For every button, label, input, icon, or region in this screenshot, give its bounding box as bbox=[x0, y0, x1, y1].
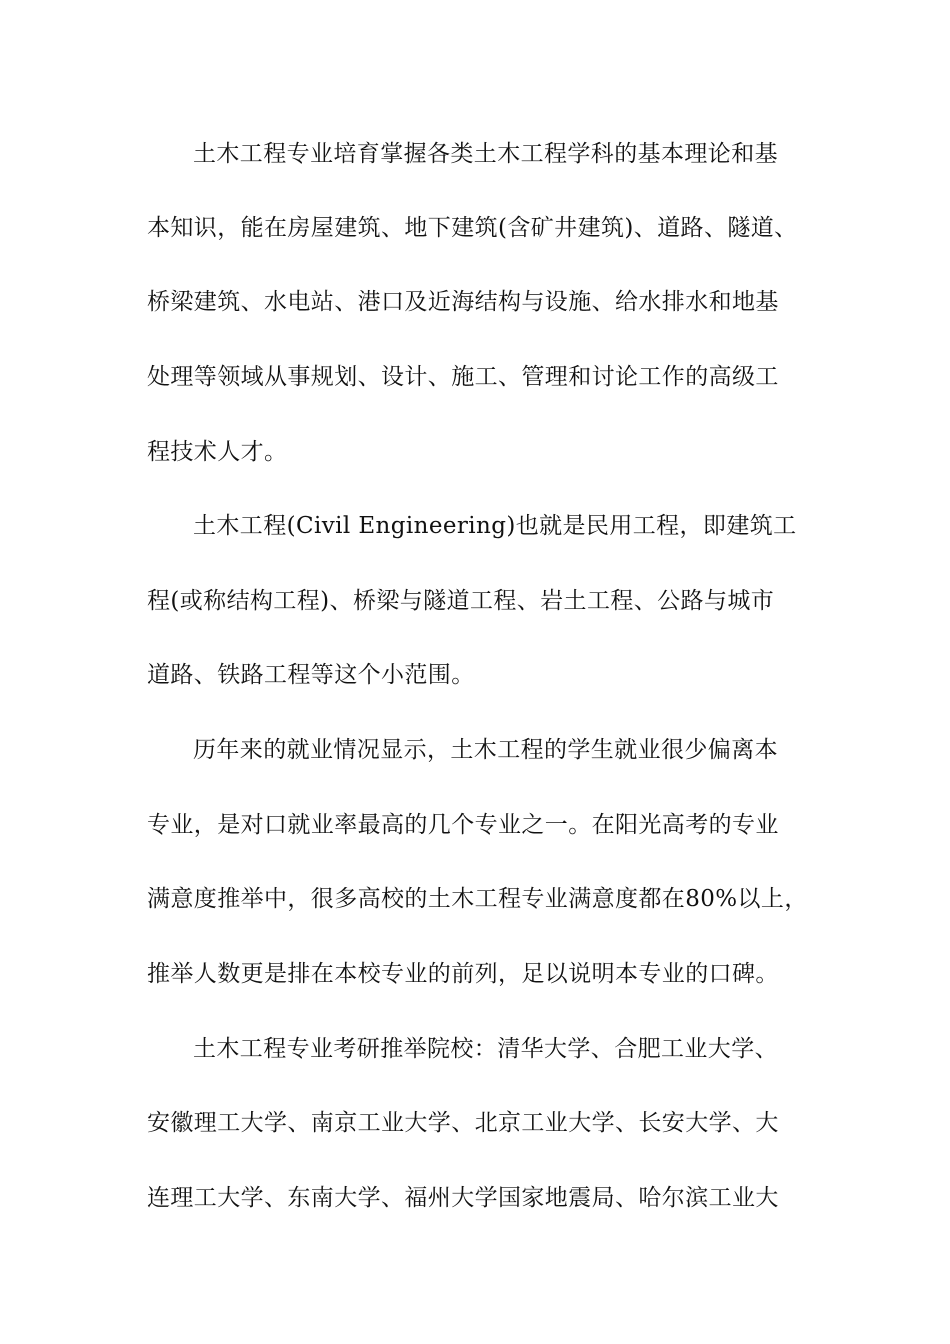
paragraph-3-line-1: 历年来的就业情况显示，土木工程的学生就业很少偏离本 bbox=[193, 737, 778, 763]
paragraph-1-line-3: 桥梁建筑、水电站、港口及近海结构与设施、给水排水和地基 bbox=[147, 289, 779, 315]
paragraph-1-line-5: 程技术人才。 bbox=[147, 439, 288, 465]
paragraph-3-line-2: 专业，是对口就业率最高的几个专业之一。在阳光高考的专业 bbox=[147, 812, 779, 838]
paragraph-1-line-4: 处理等领域从事规划、设计、施工、管理和讨论工作的高级工 bbox=[147, 364, 779, 390]
paragraph-4-line-2: 安徽理工大学、南京工业大学、北京工业大学、长安大学、大 bbox=[147, 1110, 779, 1136]
paragraph-2-line-3: 道路、铁路工程等这个小范围。 bbox=[147, 662, 475, 688]
paragraph-3-line-3: 满意度推举中，很多高校的土木工程专业满意度都在80%以上， bbox=[147, 886, 808, 912]
paragraph-1-line-1: 土木工程专业培育掌握各类土木工程学科的基本理论和基 bbox=[193, 141, 778, 167]
paragraph-4-line-3: 连理工大学、东南大学、福州大学国家地震局、哈尔滨工业大 bbox=[147, 1185, 779, 1211]
paragraph-1-line-2: 本知识，能在房屋建筑、地下建筑(含矿井建筑)、道路、隧道、 bbox=[147, 215, 798, 241]
paragraph-2-line-1: 土木工程(Civil Engineering)也就是民用工程，即建筑工 bbox=[193, 513, 797, 539]
paragraph-3-line-4: 推举人数更是排在本校专业的前列，足以说明本专业的口碑。 bbox=[147, 961, 779, 987]
paragraph-4-line-1: 土木工程专业考研推举院校：清华大学、合肥工业大学、 bbox=[193, 1036, 778, 1062]
paragraph-2-line-2: 程(或称结构工程)、桥梁与隧道工程、岩土工程、公路与城市 bbox=[147, 588, 775, 614]
